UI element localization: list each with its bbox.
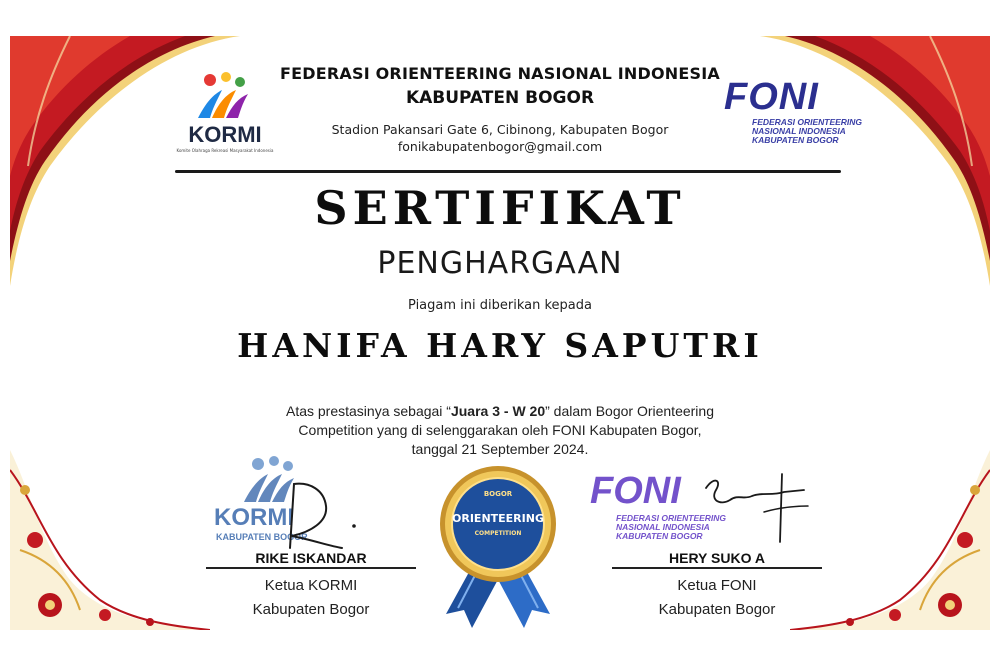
signatory-right-role-line2: Kabupaten Bogor [658, 601, 776, 618]
medal-bottom-text: COMPETITION [474, 530, 522, 537]
signatory-left-role-line1: Ketua KORMI [264, 577, 358, 594]
certificate-subtitle: PENGHARGAAN [377, 246, 623, 281]
signatory-right-line [612, 567, 822, 569]
regency-name: KABUPATEN BOGOR [405, 88, 595, 108]
paragraph-prefix: Atas prestasinya sebagai “ [285, 403, 451, 419]
foni-stamp-line1: FEDERASI ORIENTEERING [616, 513, 727, 523]
signatory-right-role [612, 574, 822, 622]
kormi-signature [272, 476, 382, 551]
paragraph-line-1 [220, 402, 780, 421]
medal-ribbon-shape [428, 464, 568, 630]
certificate-sheet [10, 36, 990, 630]
kormi-wordmark: KORMI [188, 122, 262, 147]
foni-logo-line1: FEDERASI ORIENTEERING [752, 117, 863, 127]
achievement-title: Juara 3 - W 20 [450, 403, 546, 419]
medal-top-text: BOGOR [483, 490, 513, 498]
paragraph-line-3: tanggal 21 September 2024. [411, 441, 589, 457]
signatory-right-name: HERY SUKO A [669, 550, 765, 566]
kormi-tagline: Komite Olahraga Rekreasi Masyarakat Indonesia [176, 148, 274, 153]
paragraph-line-2: Competition yang di selenggarakan oleh FONI Kabupaten Bogor, [298, 422, 702, 438]
email-address: fonikabupatenbogor@gmail.com [397, 139, 603, 154]
signatory-left-role-line2: Kabupaten Bogor [252, 601, 370, 618]
signatory-left-line [206, 567, 416, 569]
address: Stadion Pakansari Gate 6, Cibinong, Kabupaten Bogor [331, 122, 669, 137]
medal-main-text: ORIENTEERING [452, 512, 544, 525]
foni-stamp-wordmark: FONI [590, 470, 681, 512]
foni-wordmark: FONI [724, 76, 819, 118]
signatory-left-role [206, 574, 416, 622]
federation-name: FEDERASI ORIENTEERING NASIONAL INDONESIA [280, 64, 720, 83]
kormi-stamp-wordmark: KORMI [214, 504, 294, 531]
foni-signature [700, 472, 820, 552]
presentation-line: Piagam ini diberikan kepada [408, 298, 592, 313]
orienteering-medal [428, 464, 568, 630]
foni-logo-line2: NASIONAL INDONESIA [752, 126, 846, 136]
paragraph-line1-suffix: ” dalam Bogor Orienteering [545, 403, 714, 419]
foni-stamp-line2: NASIONAL INDONESIA [616, 522, 710, 532]
bottom-left-floral-decoration [10, 430, 210, 630]
foni-stamp-line3: KABUPATEN BOGOR [616, 531, 703, 541]
certificate-title: SERTIFIKAT [314, 181, 686, 235]
achievement-paragraph [220, 402, 780, 459]
kormi-stamp-sub: KABUPATEN BOGOR [216, 532, 308, 542]
foni-logo-line3: KABUPATEN BOGOR [752, 135, 839, 145]
signatory-right-role-line1: Ketua FONI [677, 577, 757, 594]
signatory-left-name: RIKE ISKANDAR [255, 550, 367, 566]
recipient-name: HANIFA HARY SAPUTRI [237, 326, 763, 365]
header-divider [175, 170, 841, 173]
